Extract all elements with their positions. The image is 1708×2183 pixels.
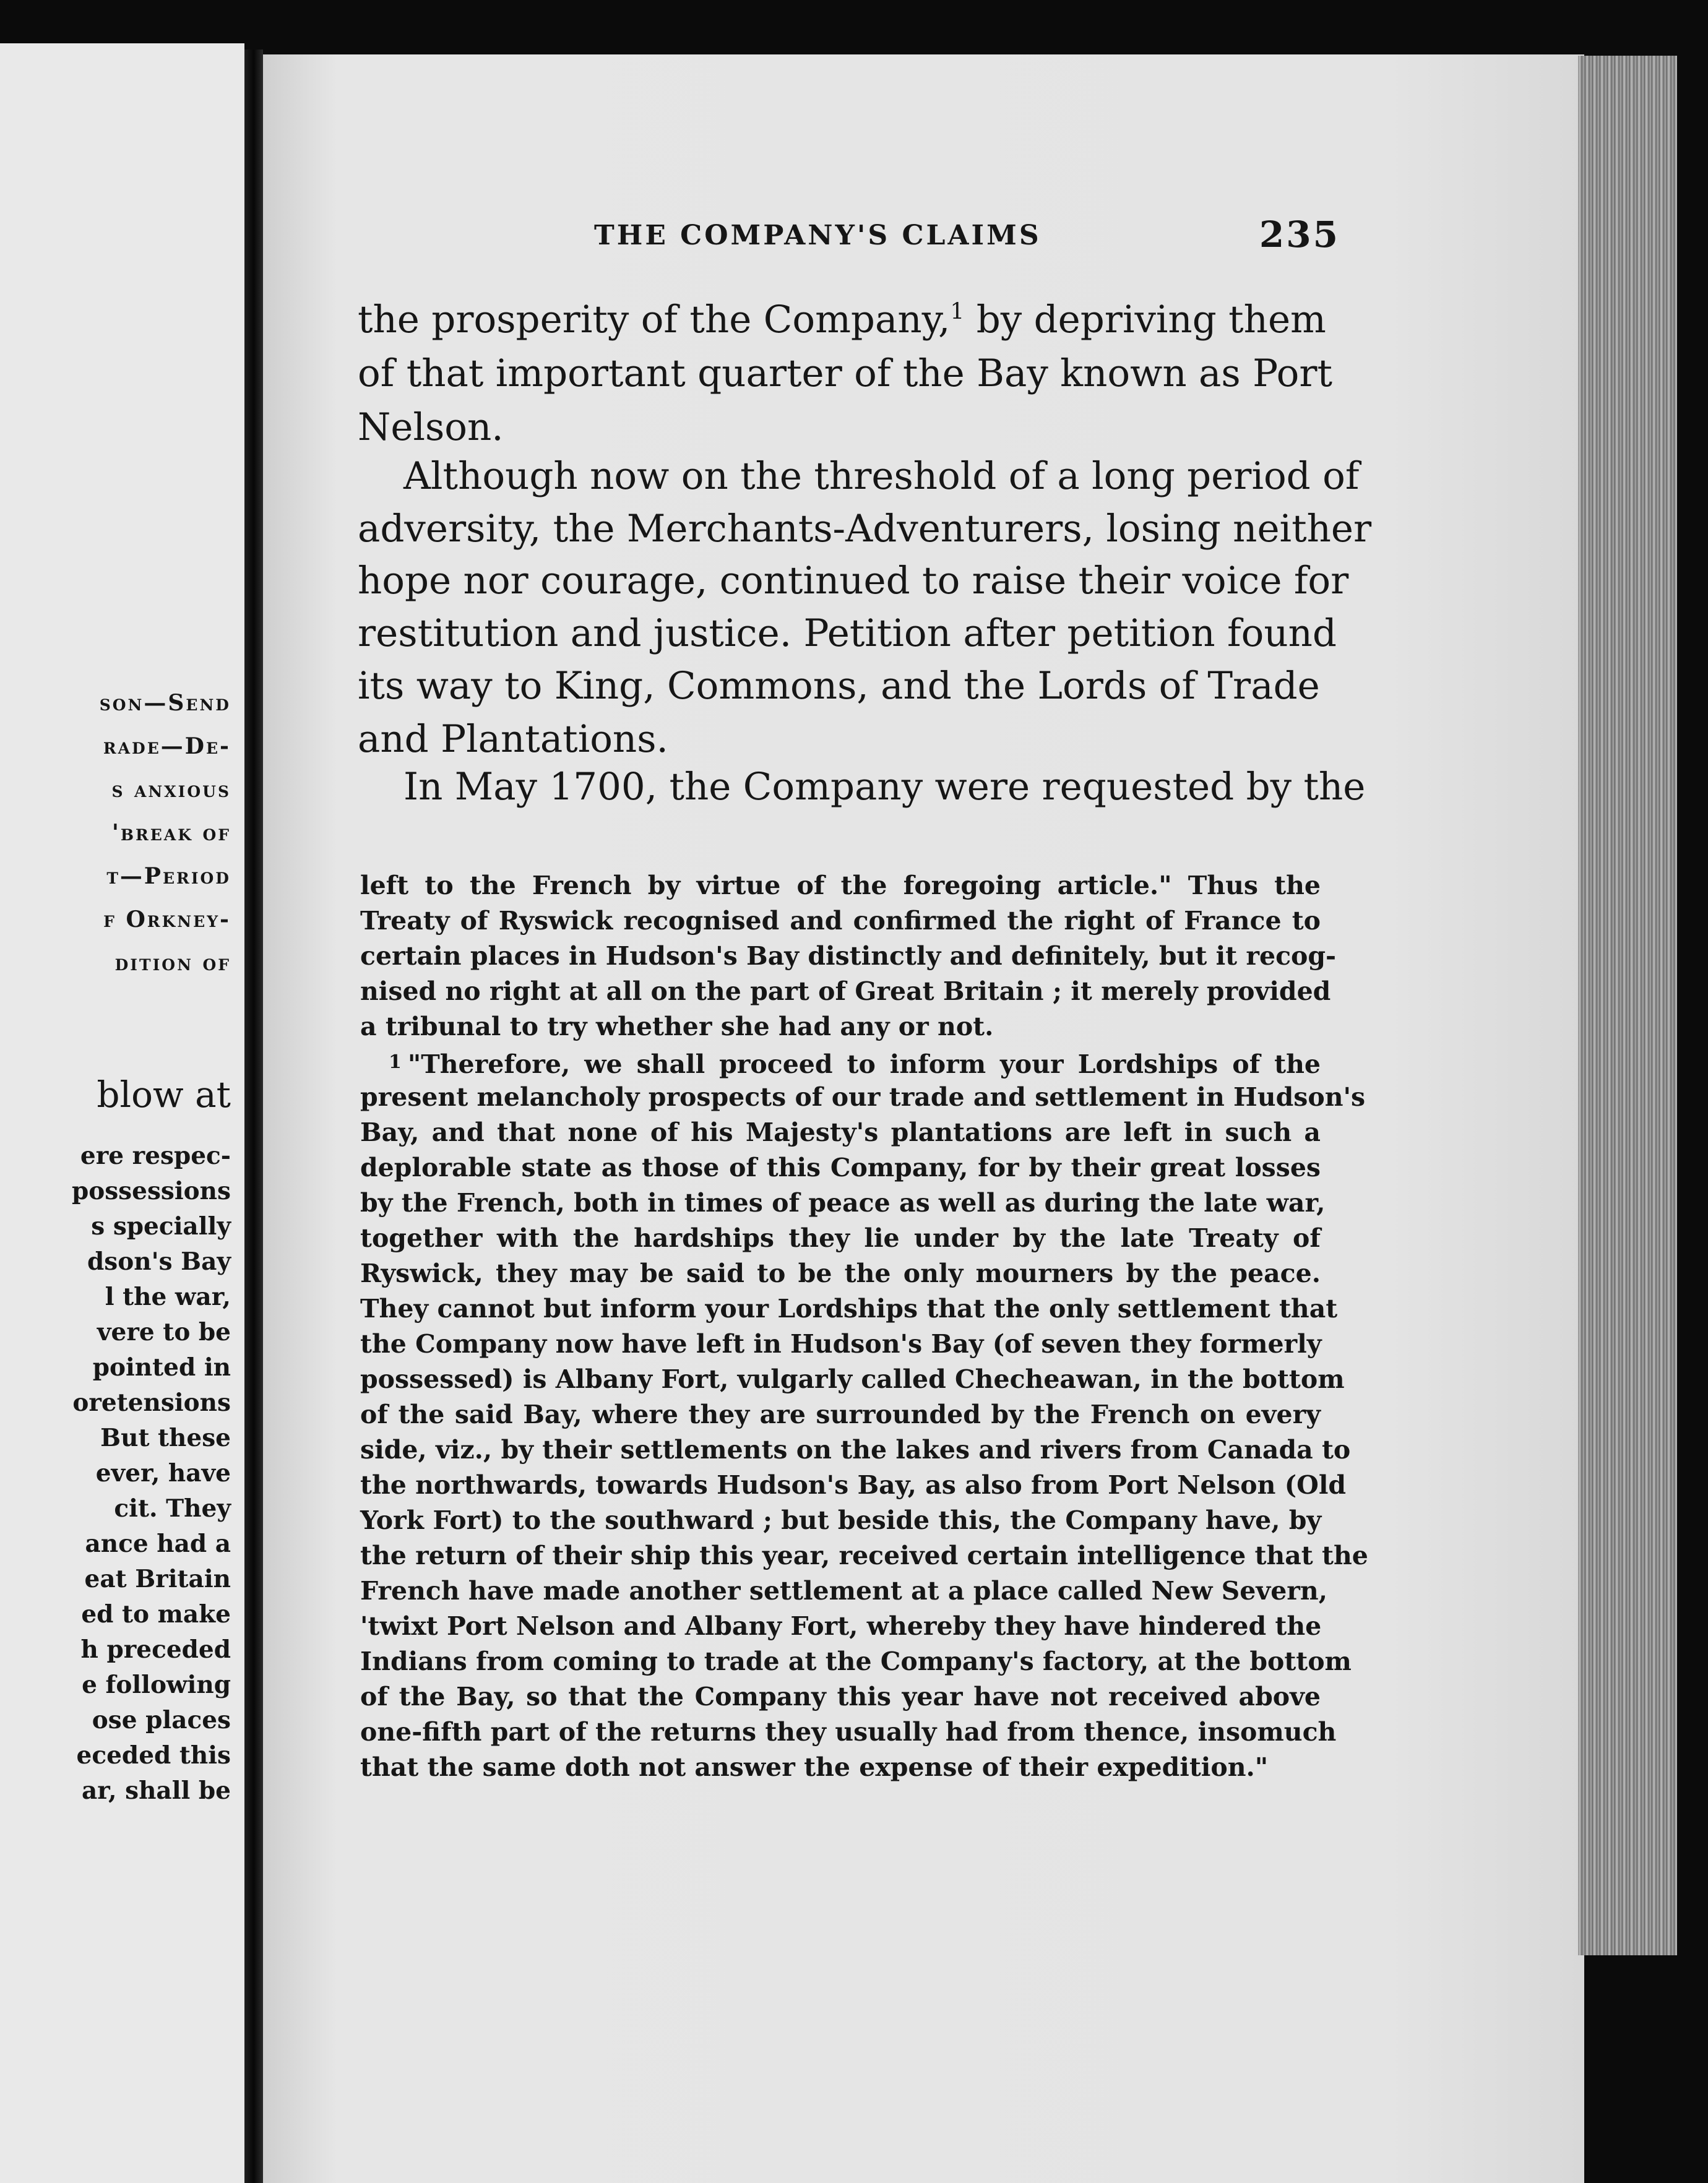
footnote-line: of the said Bay, where they are surrounded by the French on every bbox=[360, 1400, 1321, 1429]
footnote-line: that the same doth not answer the expense of their expedition." bbox=[360, 1752, 1269, 1782]
body-line: restitution and justice. Petition after petition found bbox=[358, 611, 1337, 655]
footnote-line: the northwards, towards Hudson's Bay, as also from Port Nelson (Old bbox=[360, 1470, 1347, 1500]
footnote-line bbox=[389, 1044, 1321, 1080]
body-line: its way to King, Commons, and the Lords of Trade bbox=[358, 664, 1320, 708]
footnote-line: present melancholy prospects of our trade and settlement in Hudson's bbox=[360, 1082, 1366, 1112]
footnote-line: the return of their ship this year, received certain intelligence that the bbox=[360, 1541, 1368, 1570]
left-body-line: s specially bbox=[91, 1212, 231, 1241]
body-text: the prosperity of the Company, bbox=[358, 298, 951, 342]
footnote-line: side, viz., by their settlements on the lakes and rivers from Canada to bbox=[360, 1435, 1351, 1465]
body-text: by depriving them bbox=[976, 298, 1326, 342]
running-head: THE COMPANY'S CLAIMS bbox=[594, 220, 1042, 251]
footnote-line: the Company now have left in Hudson's Bay (of seven they formerly bbox=[360, 1329, 1322, 1359]
footnote-text: "Therefore, we shall proceed to inform your Lordships of the bbox=[407, 1049, 1321, 1079]
body-line: In May 1700, the Company were requested by the bbox=[403, 765, 1366, 809]
footnote-line: deplorable state as those of this Company, for by their great losses bbox=[360, 1153, 1321, 1182]
body-line: and Plantations. bbox=[358, 717, 668, 761]
left-heading-line: rade—De- bbox=[103, 733, 231, 759]
footnote-line: possessed) is Albany Fort, vulgarly called Checheawan, in the bottom bbox=[360, 1364, 1345, 1394]
footnote-line: left to the French by virtue of the foregoing article." Thus the bbox=[360, 871, 1321, 900]
footnote-line: by the French, both in times of peace as well as during the late war, bbox=[360, 1188, 1326, 1218]
left-heading-line: t—Period bbox=[106, 863, 231, 889]
body-line: hope nor courage, continued to raise their voice for bbox=[358, 559, 1349, 603]
footnote-line: 'twixt Port Nelson and Albany Fort, whereby they have hindered the bbox=[360, 1611, 1322, 1641]
body-line: Although now on the threshold of a long period of bbox=[403, 454, 1360, 498]
left-body-line: ose places bbox=[92, 1706, 231, 1734]
left-body-line: l the war, bbox=[105, 1283, 231, 1311]
page-edges bbox=[1578, 56, 1677, 1955]
footnote-line: of the Bay, so that the Company this year have not received above bbox=[360, 1682, 1321, 1712]
body-line: of that important quarter of the Bay known as Port bbox=[358, 351, 1333, 395]
footnote-line: They cannot but inform your Lordships that the only settlement that bbox=[360, 1294, 1338, 1324]
page-number: 235 bbox=[1259, 213, 1340, 256]
footnote-line: certain places in Hudson's Bay distinctly and definitely, but it recog- bbox=[360, 941, 1337, 971]
left-body-line: ar, shall be bbox=[81, 1776, 231, 1805]
left-body-line: blow at bbox=[97, 1074, 231, 1116]
left-body-line: vere to be bbox=[97, 1318, 231, 1346]
left-body-line: ever, have bbox=[95, 1459, 231, 1488]
left-body-line: eat Britain bbox=[84, 1565, 231, 1593]
left-body-line: eceded this bbox=[76, 1741, 231, 1770]
left-body-line: e following bbox=[82, 1671, 231, 1699]
footnote-line: one-fifth part of the returns they usually had from thence, insomuch bbox=[360, 1717, 1337, 1747]
footnote-line: Bay, and that none of his Majesty's plantations are left in such a bbox=[360, 1117, 1321, 1147]
footnote-line: Indians from coming to trade at the Company's factory, at the bottom bbox=[360, 1647, 1352, 1676]
left-body-line: cit. They bbox=[114, 1494, 231, 1523]
body-line: Nelson. bbox=[358, 405, 504, 449]
left-body-line: possessions bbox=[71, 1177, 231, 1205]
footnote-ref: 1 bbox=[950, 299, 965, 325]
footnote-number: 1 bbox=[389, 1051, 402, 1073]
footnote-line: York Fort) to the southward ; but beside this, the Company have, by bbox=[360, 1505, 1322, 1535]
left-body-line: ed to make bbox=[81, 1600, 231, 1629]
left-heading-line: f Orkney- bbox=[103, 906, 231, 932]
footnote-line: French have made another settlement at a place called New Severn, bbox=[360, 1576, 1327, 1606]
left-body-line: oretensions bbox=[72, 1389, 231, 1417]
footnote-line: together with the hardships they lie under by the late Treaty of bbox=[360, 1223, 1321, 1253]
left-body-line: dson's Bay bbox=[87, 1247, 231, 1276]
left-body-line: ere respec- bbox=[80, 1142, 231, 1170]
left-facing-page bbox=[0, 43, 244, 2183]
left-heading-line: dition of bbox=[114, 950, 231, 976]
left-heading-line: 'break of bbox=[111, 820, 231, 846]
footnote-line: a tribunal to try whether she had any or not. bbox=[360, 1012, 994, 1041]
footnote-line: Treaty of Ryswick recognised and confirmed the right of France to bbox=[360, 906, 1321, 936]
footnote-line: nised no right at all on the part of Great Britain ; it merely provided bbox=[360, 976, 1331, 1006]
left-body-line: h preceded bbox=[80, 1635, 231, 1664]
left-heading-line: s anxious bbox=[111, 777, 231, 803]
left-body-line: But these bbox=[100, 1424, 231, 1452]
footnote-line: Ryswick, they may be said to be the only mourners by the peace. bbox=[360, 1259, 1321, 1288]
left-heading-line: son—Send bbox=[99, 690, 231, 716]
left-body-line: pointed in bbox=[92, 1353, 231, 1382]
body-line: adversity, the Merchants-Adventurers, losing neither bbox=[358, 507, 1372, 551]
body-line bbox=[358, 295, 1326, 345]
left-body-line: ance had a bbox=[85, 1530, 231, 1558]
book-gutter bbox=[244, 50, 263, 2183]
